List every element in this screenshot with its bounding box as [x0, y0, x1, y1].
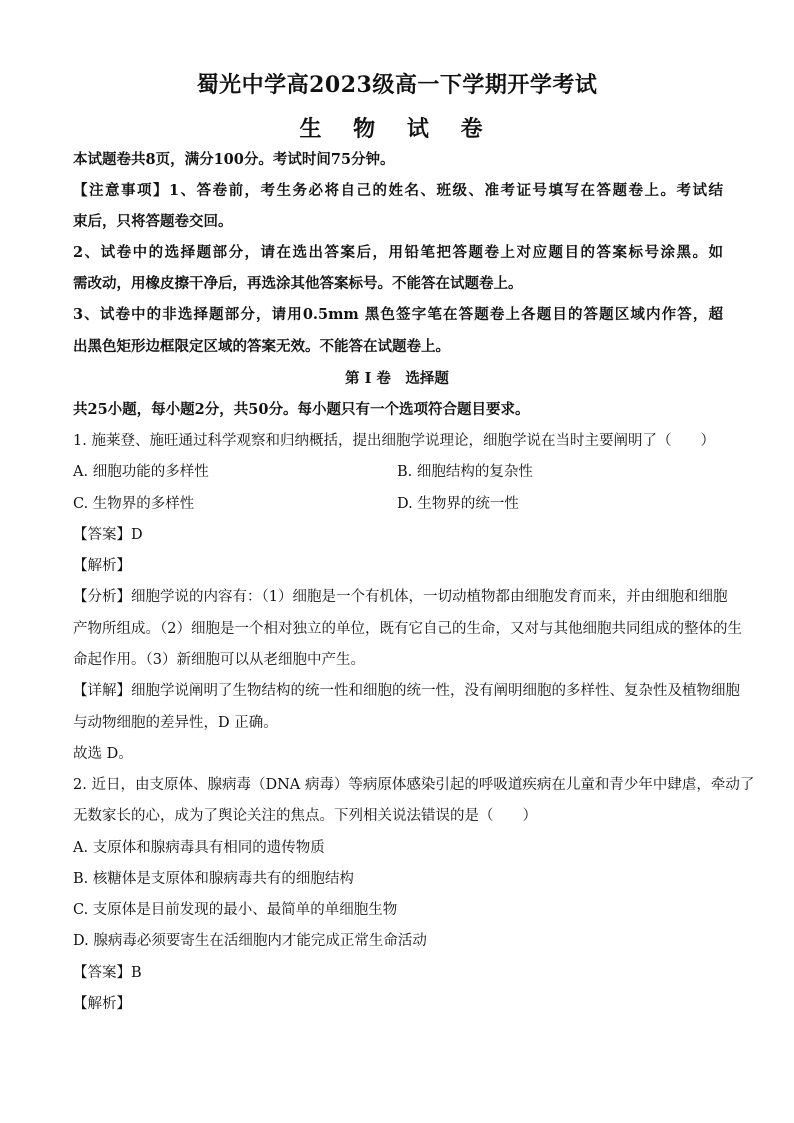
q1-answer: 【答案】D [73, 527, 143, 543]
note-1-line-2: 束后，只将答题卷交回。 [73, 213, 233, 230]
q1-analysis-line-3: 命起作用。（3）新细胞可以从老细胞中产生。 [73, 652, 365, 668]
q2-option-b: B. 核糖体是支原体和腺病毒共有的细胞结构 [73, 871, 354, 887]
q2-analysis-heading: 【解析】 [73, 996, 131, 1012]
q1-analysis-heading: 【解析】 [73, 558, 131, 574]
q2-stem-line-2: 无数家长的心，成为了舆论关注的焦点。下列相关说法错误的是（ ） [73, 808, 537, 824]
q2-option-a: A. 支原体和腺病毒具有相同的遗传物质 [73, 840, 325, 856]
q1-option-a: A. 细胞功能的多样性 [73, 464, 209, 480]
q1-analysis-line-2: 产物所组成。（2）细胞是一个相对独立的单位，既有它自己的生命，又对与其他细胞共同组成的整体的生 [73, 621, 742, 637]
note-2-line-2: 需改动，用橡皮擦干净后，再选涂其他答案标号。不能答在试题卷上。 [73, 275, 523, 292]
note-2-line-1: 2、试卷中的选择题部分，请在选出答案后，用铅笔把答题卷上对应题目的答案标号涂黑。如 [73, 244, 723, 261]
section-heading: 第 I 卷 选择题 [345, 370, 449, 387]
q2-option-d: D. 腺病毒必须要寄生在活细胞内才能完成正常生命活动 [73, 933, 427, 949]
q2-answer: 【答案】B [73, 965, 142, 981]
q1-option-b: B. 细胞结构的复杂性 [397, 464, 533, 480]
q1-option-d: D. 生物界的统一性 [397, 496, 519, 512]
note-1-line-1: 【注意事项】1、答卷前，考生务必将自己的姓名、班级、准考证号填写在答题卷上。考试结 [73, 182, 723, 199]
q1-detail-line-2: 与动物细胞的差异性，D 正确。 [73, 715, 278, 731]
q2-option-c: C. 支原体是目前发现的最小、最简单的单细胞生物 [73, 902, 398, 918]
exam-intro: 本试题卷共8页，满分100分。考试时间75分钟。 [73, 151, 395, 168]
exam-title: 蜀光中学高2023级高一下学期开学考试 [196, 72, 598, 98]
q1-detail-line-1: 【详解】细胞学说阐明了生物结构的统一性和细胞的统一性，没有阐明细胞的多样性、复杂性及植物细胞 [73, 683, 740, 699]
note-3-line-1: 3、试卷中的非选择题部分，请用0.5mm 黑色签字笔在答题卷上各题目的答题区域内作答，超 [73, 306, 723, 323]
q1-conclusion: 故选 D。 [73, 746, 133, 762]
note-3-line-2: 出黑色矩形边框限定区域的答案无效。不能答在试题卷上。 [73, 338, 450, 355]
q1-stem: 1. 施莱登、施旺通过科学观察和归纳概括，提出细胞学说理论，细胞学说在当时主要阐明了（ ） [73, 433, 715, 449]
section-description: 共25小题，每小题2分，共50分。每小题只有一个选项符合题目要求。 [73, 401, 530, 418]
q1-option-c: C. 生物界的多样性 [73, 496, 195, 512]
q2-stem-line-1: 2. 近日，由支原体、腺病毒（DNA 病毒）等病原体感染引起的呼吸道疾病在儿童和青少年中肆虐，牵动了 [73, 777, 755, 793]
subject-title: 生 物 试 卷 [299, 116, 495, 142]
q1-analysis-line-1: 【分析】细胞学说的内容有：（1）细胞是一个有机体，一切动植物都由细胞发育而来，并由细胞和细胞 [73, 589, 728, 605]
